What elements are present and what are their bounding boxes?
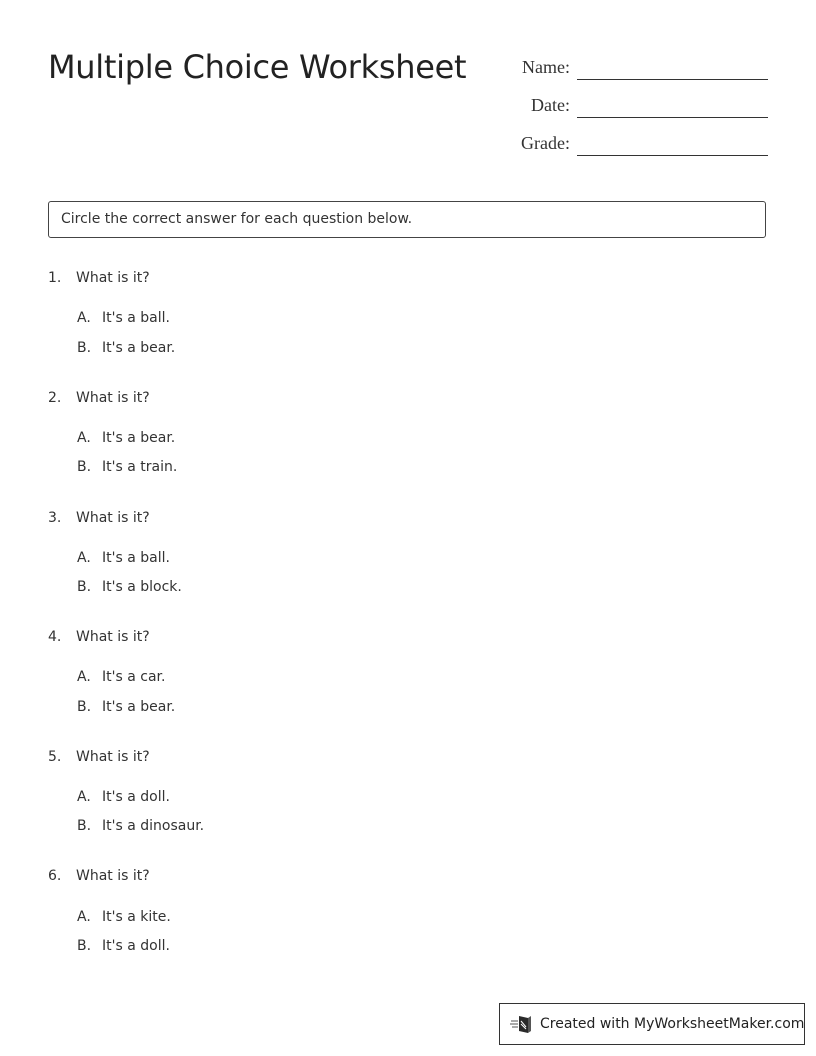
grade-field[interactable] — [500, 126, 768, 156]
question-text: What is it? — [76, 749, 150, 765]
question-number: 5. — [48, 749, 62, 765]
question-number: 2. — [48, 390, 62, 406]
name-label: Name: — [522, 57, 570, 77]
question-text: What is it? — [76, 270, 150, 286]
grade-label: Grade: — [521, 133, 570, 153]
grade-line[interactable] — [577, 155, 768, 156]
option-text: It's a block. — [102, 579, 182, 595]
option-text: It's a dinosaur. — [102, 818, 205, 834]
question-number: 6. — [48, 868, 62, 884]
name-field[interactable] — [500, 50, 768, 80]
worksheet-maker-logo-icon — [510, 1014, 534, 1034]
question-text: What is it? — [76, 390, 150, 406]
option-letter: B. — [77, 459, 92, 475]
option-text: It's a bear. — [102, 340, 176, 356]
option-letter: B. — [77, 699, 92, 715]
instructions-box: Circle the correct answer for each question below. — [48, 201, 766, 238]
option-text: It's a bear. — [102, 699, 176, 715]
option-letter: B. — [77, 340, 92, 356]
option-text: It's a kite. — [102, 909, 171, 925]
question-text: What is it? — [76, 629, 150, 645]
option-letter: B. — [77, 938, 92, 954]
option-letter: A. — [77, 550, 91, 566]
option-text: It's a ball. — [102, 310, 170, 326]
option-text: It's a ball. — [102, 550, 170, 566]
question-text: What is it? — [76, 510, 150, 526]
question-text: What is it? — [76, 868, 150, 884]
option-letter: B. — [77, 579, 92, 595]
question-number: 1. — [48, 270, 62, 286]
date-line[interactable] — [577, 117, 768, 118]
option-letter: A. — [77, 430, 91, 446]
date-label: Date: — [531, 95, 570, 115]
option-text: It's a doll. — [102, 938, 170, 954]
option-text: It's a bear. — [102, 430, 176, 446]
option-letter: A. — [77, 669, 91, 685]
question-number: 3. — [48, 510, 62, 526]
question-number: 4. — [48, 629, 62, 645]
option-letter: A. — [77, 310, 91, 326]
footer-text: Created with MyWorksheetMaker.com — [540, 1016, 805, 1032]
option-text: It's a car. — [102, 669, 166, 685]
name-line[interactable] — [577, 79, 768, 80]
option-text: It's a doll. — [102, 789, 170, 805]
option-letter: A. — [77, 789, 91, 805]
option-letter: A. — [77, 909, 91, 925]
footer-badge[interactable] — [499, 1003, 805, 1045]
option-letter: B. — [77, 818, 92, 834]
option-text: It's a train. — [102, 459, 178, 475]
page-title: Multiple Choice Worksheet — [48, 48, 467, 86]
date-field[interactable] — [500, 88, 768, 118]
